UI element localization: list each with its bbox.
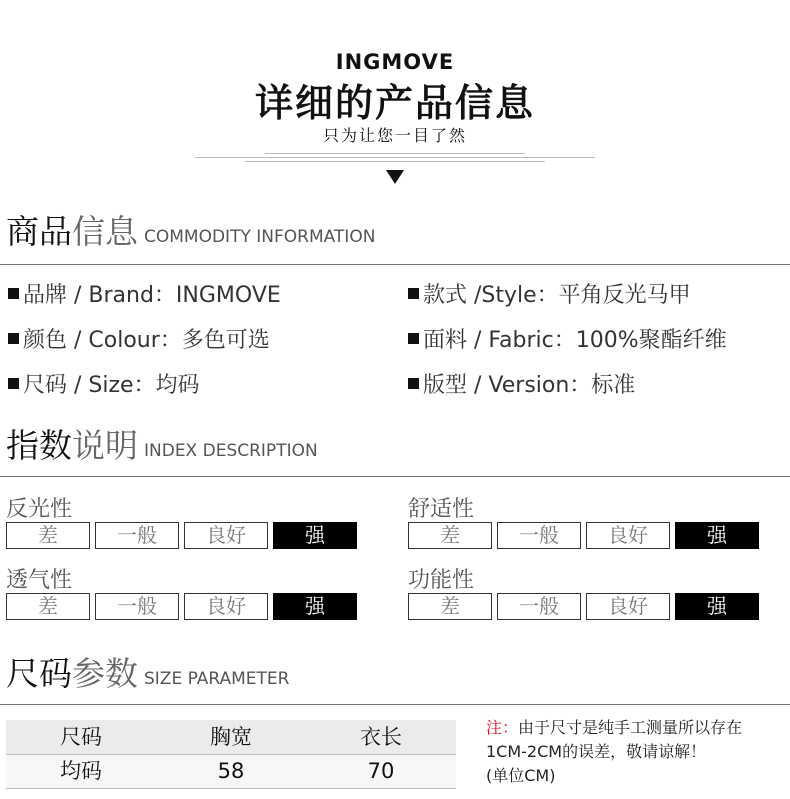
size-table bbox=[6, 720, 456, 788]
size-table-header-cell: 衣长 bbox=[360, 725, 402, 749]
bullet-square-icon bbox=[8, 333, 19, 344]
section-heading-dark: 尺码 bbox=[6, 654, 72, 693]
section-heading-light: 说明 bbox=[72, 426, 138, 465]
section-heading-commodity bbox=[6, 208, 375, 252]
decorative-fine-print bbox=[195, 150, 595, 164]
index-scale-cell: 差 bbox=[6, 522, 90, 549]
section-heading-dark: 商品 bbox=[6, 212, 72, 251]
section-heading-index bbox=[6, 422, 318, 466]
info-fabric bbox=[408, 323, 727, 354]
bullet-square-icon bbox=[408, 333, 419, 344]
info-text: 颜色 / Colour：多色可选 bbox=[23, 328, 270, 353]
divider bbox=[0, 704, 790, 705]
table-divider bbox=[6, 788, 456, 789]
size-table-header bbox=[6, 720, 456, 754]
index-scale-cell: 强 bbox=[675, 593, 759, 620]
page-title: 详细的产品信息 bbox=[254, 81, 535, 125]
index-scale-cell: 强 bbox=[273, 522, 357, 549]
index-scale bbox=[6, 593, 362, 620]
measurement-note bbox=[486, 716, 786, 788]
section-heading-light: 参数 bbox=[72, 654, 138, 693]
index-label: 舒适性 bbox=[408, 497, 475, 522]
section-heading-en: COMMODITY INFORMATION bbox=[144, 227, 376, 247]
info-style bbox=[408, 278, 691, 309]
index-scale-cell: 良好 bbox=[184, 593, 268, 620]
brand-logo: INGMOVE bbox=[335, 50, 455, 74]
index-scale-cell: 一般 bbox=[497, 522, 581, 549]
section-heading-en: SIZE PARAMETER bbox=[144, 669, 290, 689]
bullet-square-icon bbox=[8, 378, 19, 389]
down-arrow-icon bbox=[386, 170, 404, 184]
index-scale-cell: 差 bbox=[6, 593, 90, 620]
size-table-cell: 70 bbox=[367, 759, 395, 783]
size-table-cell: 58 bbox=[217, 759, 245, 783]
index-scale-cell: 强 bbox=[675, 522, 759, 549]
info-text: 面料 / Fabric：100%聚酯纤维 bbox=[423, 328, 727, 353]
index-scale-cell: 差 bbox=[408, 593, 492, 620]
page-subtitle: 只为让您一目了然 bbox=[322, 126, 467, 145]
index-scale bbox=[6, 522, 362, 549]
index-scale-cell: 差 bbox=[408, 522, 492, 549]
index-scale-cell: 一般 bbox=[95, 593, 179, 620]
section-heading-dark: 指数 bbox=[6, 426, 72, 465]
bullet-square-icon bbox=[408, 378, 419, 389]
index-scale-cell: 一般 bbox=[95, 522, 179, 549]
index-scale-cell: 强 bbox=[273, 593, 357, 620]
size-table-header-cell: 尺码 bbox=[60, 725, 102, 749]
index-label: 透气性 bbox=[6, 568, 73, 593]
index-scale bbox=[408, 522, 764, 549]
divider bbox=[0, 476, 790, 477]
info-text: 品牌 / Brand：INGMOVE bbox=[23, 283, 281, 308]
bullet-square-icon bbox=[408, 288, 419, 299]
index-scale bbox=[408, 593, 764, 620]
info-colour bbox=[8, 323, 270, 354]
info-brand bbox=[8, 278, 281, 309]
index-label: 功能性 bbox=[408, 568, 475, 593]
note-line-2: 1CM-2CM的误差，敬请谅解！ bbox=[486, 742, 707, 761]
section-heading-size bbox=[6, 650, 290, 694]
table-row bbox=[6, 754, 456, 788]
divider bbox=[0, 264, 790, 265]
info-text: 款式 /Style：平角反光马甲 bbox=[423, 283, 691, 308]
index-label: 反光性 bbox=[6, 497, 73, 522]
info-version bbox=[408, 368, 635, 399]
note-line-3: (单位CM) bbox=[486, 766, 556, 785]
table-divider bbox=[6, 754, 456, 755]
bullet-square-icon bbox=[8, 288, 19, 299]
info-text: 尺码 / Size：均码 bbox=[23, 373, 200, 398]
note-prefix: 注： bbox=[486, 718, 519, 737]
section-heading-en: INDEX DESCRIPTION bbox=[144, 441, 318, 461]
info-size bbox=[8, 368, 200, 399]
index-scale-cell: 良好 bbox=[586, 593, 670, 620]
index-scale-cell: 良好 bbox=[184, 522, 268, 549]
section-heading-light: 信息 bbox=[72, 212, 138, 251]
index-scale-cell: 一般 bbox=[497, 593, 581, 620]
note-line-1: 由于尺寸是纯手工测量所以存在 bbox=[518, 718, 743, 737]
index-scale-cell: 良好 bbox=[586, 522, 670, 549]
size-table-cell: 均码 bbox=[60, 759, 102, 783]
info-text: 版型 / Version：标准 bbox=[423, 373, 636, 398]
size-table-header-cell: 胸宽 bbox=[210, 725, 252, 749]
